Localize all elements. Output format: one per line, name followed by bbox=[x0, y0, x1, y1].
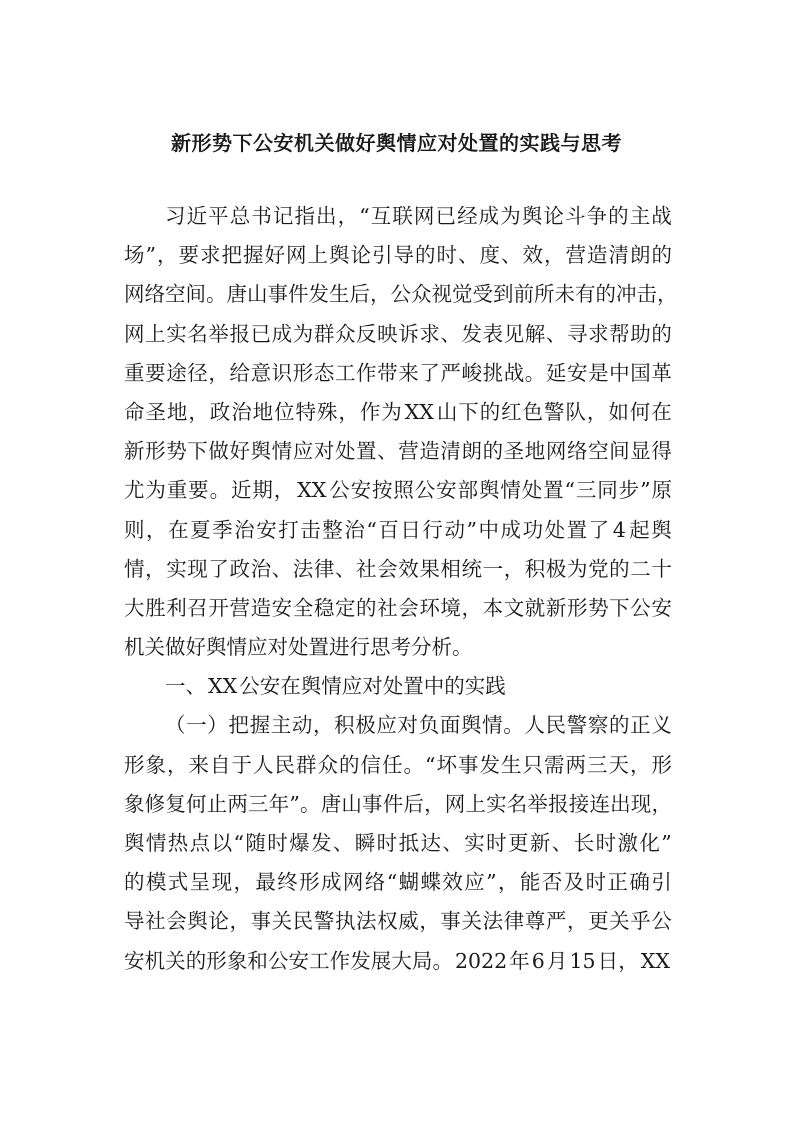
text-line: 尤 为 重 要 。 近 期 ， XX 公 安 按 照 公 安 部 舆 情 处 置 “ 三 同 步 ” 原 bbox=[124, 478, 672, 503]
document-title: 新形势下公安机关做好舆情应对处置的实践与思考 bbox=[171, 131, 622, 155]
text-line: 的 模 式 呈 现 ， 最 终 形 成 网 络 “ 蝴 蝶 效 应 ” ， 能 否 及 时 正 确 引 bbox=[124, 870, 672, 895]
text-line: 舆 情 热 点 以 “ 随 时 爆 发 、 瞬 时 抵 达 、 实 时 更 新 、 长 时 激 化 ” bbox=[124, 831, 672, 855]
text-line: （ 一 ） 把 握 主 动 ， 积 极 应 对 负 面 舆 情 。 人 民 警 察 的 正 义 bbox=[165, 713, 672, 738]
text-line: 导 社 会 舆 论 ， 事 关 民 警 执 法 权 威 ， 事 关 法 律 尊 严 ， 更 关 乎 公 bbox=[124, 909, 672, 934]
text-line: 新 形 势 下 做 好 舆 情 应 对 处 置 、 营 造 清 朗 的 圣 地 网 络 空 间 显 得 bbox=[124, 439, 672, 464]
text-line: 一 、 XX 公 安 在 舆 情 应 对 处 置 中 的 实 践 bbox=[165, 674, 506, 699]
text-line: 习 近 平 总 书 记 指 出 ， “ 互 联 网 已 经 成 为 舆 论 斗 争 的 主 战 bbox=[165, 204, 672, 228]
text-line: 安 机 关 的 形 象 和 公 安 工 作 发 展 大 局 。 2022 年 6 月 15 日 ， XX bbox=[124, 948, 670, 973]
text-line: 情 ， 实 现 了 政 治 、 法 律 、 社 会 效 果 相 统 一 ， 积 极 为 党 的 二 十 bbox=[124, 556, 672, 581]
text-line: 网 上 实 名 举 报 已 成 为 群 众 反 映 诉 求 、 发 表 见 解 、 寻 求 帮 助 的 bbox=[124, 321, 672, 346]
text-line: 象 修 复 何 止 两 三 年 ” 。 唐 山 事 件 后 ， 网 上 实 名 举 报 接 连 出 现 ， bbox=[124, 791, 672, 816]
text-line: 则 ， 在 夏 季 治 安 打 击 整 治 “ 百 日 行 动 ” 中 成 功 处 置 了 4 起 舆 bbox=[124, 517, 672, 542]
text-line: 命 圣 地 ， 政 治 地 位 特 殊 ， 作 为 XX 山 下 的 红 色 警 队 ， 如 何 在 bbox=[124, 399, 672, 424]
text-line: 重 要 途 径 ， 给 意 识 形 态 工 作 带 来 了 严 峻 挑 战 。 延 安 是 中 国 革 bbox=[124, 360, 672, 385]
document-body bbox=[124, 197, 678, 981]
text-line: 场 ” ， 要 求 把 握 好 网 上 舆 论 引 导 的 时 、 度 、 效 ， 营 造 清 朗 的 bbox=[124, 243, 672, 268]
text-line: 机 关 做 好 舆 情 应 对 处 置 进 行 思 考 分 析 。 bbox=[124, 635, 473, 660]
text-line: 大 胜 利 召 开 营 造 安 全 稳 定 的 社 会 环 境 ， 本 文 就 新 形 势 下 公 安 bbox=[124, 595, 672, 620]
text-line: 形 象 ， 来 自 于 人 民 群 众 的 信 任 。 “ 坏 事 发 生 只 需 两 三 天 ， 形 bbox=[124, 752, 672, 777]
text-line: 网 络 空 间 。 唐 山 事 件 发 生 后 ， 公 众 视 觉 受 到 前 所 未 有 的 冲 击 ， bbox=[124, 282, 678, 307]
